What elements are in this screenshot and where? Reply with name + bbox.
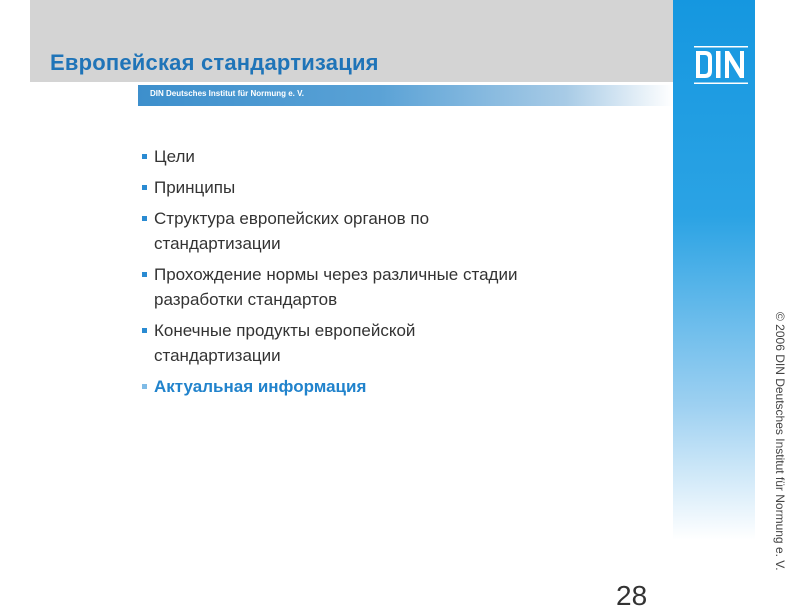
agenda-list (141, 144, 541, 405)
slide-title: Европейская стандартизация (50, 50, 379, 75)
square-bullet-icon (142, 154, 147, 159)
agenda-item-current (141, 374, 541, 399)
square-bullet-icon (142, 384, 147, 389)
copyright-notice: © 2006 DIN Deutsches Institut für Normung e. V. (773, 312, 787, 571)
square-bullet-icon (142, 185, 147, 190)
agenda-item-label: Цели (154, 147, 195, 166)
agenda-item-label: Актуальная информация (154, 377, 367, 396)
agenda-item (141, 144, 541, 169)
square-bullet-icon (142, 216, 147, 221)
square-bullet-icon (142, 328, 147, 333)
agenda-item-label: Конечные продукты европейской стандартизации (154, 321, 416, 365)
agenda-item-label: Структура европейских органов по стандартизации (154, 209, 430, 253)
agenda-item (141, 262, 541, 312)
din-logo (694, 46, 748, 84)
agenda-item (141, 206, 541, 256)
organization-name: DIN Deutsches Institut für Normung e. V. (150, 89, 304, 98)
organization-bar (138, 85, 673, 106)
agenda-item-label: Принципы (154, 178, 236, 197)
agenda-item (141, 318, 541, 368)
agenda-item-label: Прохождение нормы через различные стадии разработки стандартов (154, 265, 518, 309)
page-number: 28 (616, 580, 648, 611)
square-bullet-icon (142, 272, 147, 277)
agenda-item (141, 175, 541, 200)
